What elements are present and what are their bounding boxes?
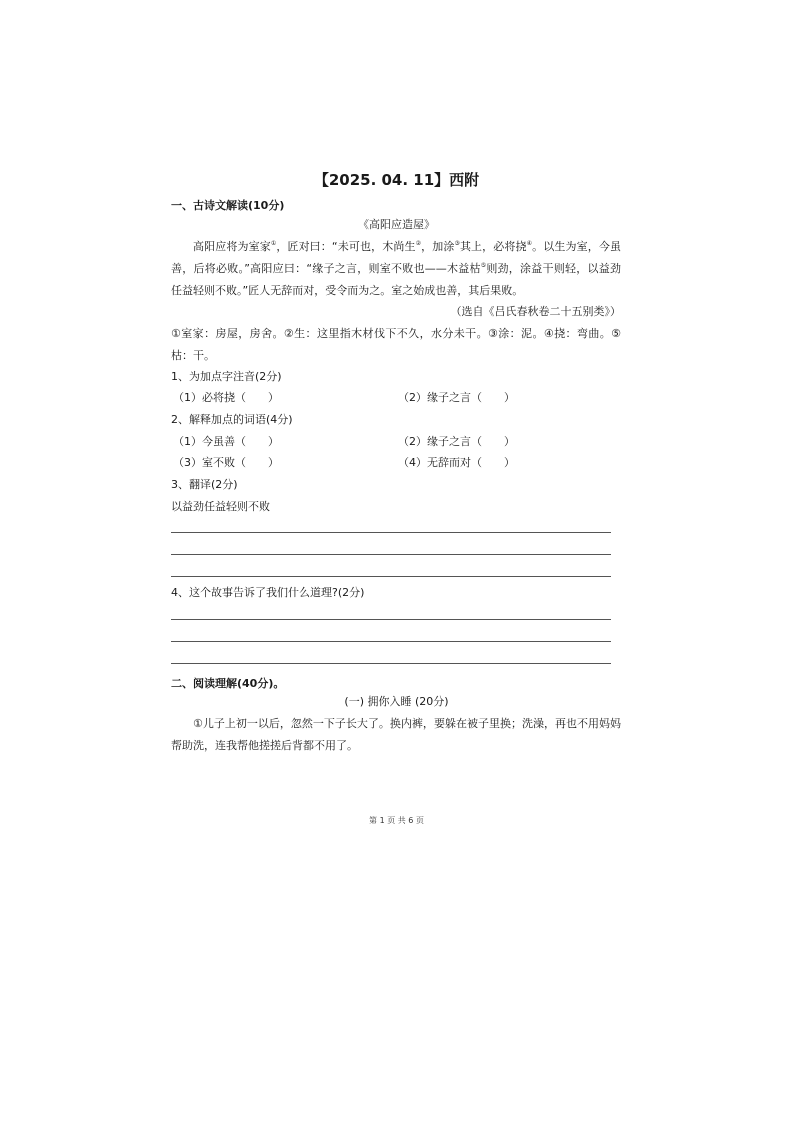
footnote-ref-2: ② — [415, 240, 422, 247]
answer-line[interactable] — [171, 641, 611, 642]
question-2a: （1）今虽善（ ） — [173, 435, 279, 448]
answer-line[interactable] — [171, 576, 611, 577]
answer-line[interactable] — [171, 619, 611, 620]
answer-line[interactable] — [171, 663, 611, 664]
question-1b: （2）缘子之言（ ） — [398, 391, 515, 404]
footnote-ref-5: ⑤ — [480, 262, 487, 269]
answer-line[interactable] — [171, 554, 611, 555]
section1-heading: 一、古诗文解读(10分) — [171, 199, 285, 212]
reading-title: (一) 拥你入睡 (20分) — [344, 695, 449, 708]
passage-text: 高阳应将为室家①，匠对曰：“未可也，木尚生②，加涂③其上，必将挠④。以生为室，今虽善，后将必败。”高阳应曰：“缘子之言，则室不败也——木益枯⑤则劲，涂益干则轻，以益劲任益轻则不败。”匠人无辞而对，受令而为之。室之始成也善，其后果败。 — [171, 240, 621, 297]
question-1a: （1）必将挠（ ） — [173, 391, 279, 404]
footnote-ref-4: ④ — [526, 240, 533, 247]
page-title: 【2025. 04. 11】西附 — [313, 171, 480, 189]
reading-paragraph: ①儿子上初一以后，忽然一下子长大了。换内裤，要躲在被子里换；洗澡，再也不用妈妈帮助洗，连我帮他搓搓后背都不用了。 — [171, 717, 621, 752]
page-footer: 第 1 页 共 6 页 — [369, 816, 424, 825]
question-2-label: 2、解释加点的词语(4分) — [171, 413, 293, 426]
question-3-sentence: 以益劲任益轻则不败 — [171, 500, 270, 513]
footnote-ref-3: ③ — [454, 240, 460, 247]
question-2c: （3）室不败（ ） — [173, 456, 279, 469]
question-4-label: 4、这个故事告诉了我们什么道理?(2分) — [171, 586, 365, 599]
answer-line[interactable] — [171, 532, 611, 533]
question-2b: （2）缘子之言（ ） — [398, 435, 515, 448]
section2-heading: 二、阅读理解(40分)。 — [171, 677, 285, 690]
footnote-ref-1: ① — [270, 240, 277, 247]
question-3-label: 3、翻译(2分) — [171, 478, 238, 491]
footnotes: ①室家：房屋，房舍。②生：这里指木材伐下不久，水分未干。③涂：泥。④挠：弯曲。⑤枯：干。 — [171, 327, 621, 362]
passage-title: 《高阳应造屋》 — [358, 218, 435, 231]
question-2d: （4）无辞而对（ ） — [398, 456, 515, 469]
question-1-label: 1、为加点字注音(2分) — [171, 370, 282, 383]
passage-source: （选自《吕氏春秋卷二十五别类》） — [450, 305, 621, 318]
